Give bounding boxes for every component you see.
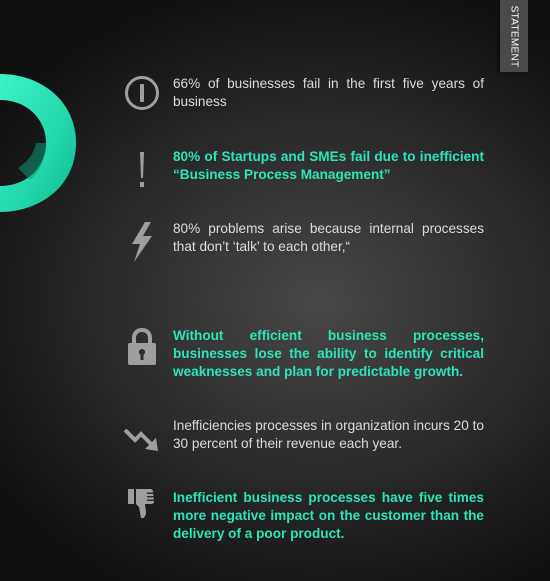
ring-logo-icon [0, 68, 80, 218]
list-item-text: 80% problems arise because internal processes that don’t ‘talk’ to each other,“ [173, 221, 484, 254]
lightning-icon [120, 220, 164, 264]
list-item-text: Without efficient business processes, businesses lose the ability to identify critical weaknesses and plan for predictable growth. [173, 328, 484, 379]
list-item-text: Inefficiencies processes in organization incurs 20 to 30 percent of their revenue each year. [173, 418, 484, 451]
list-item [120, 489, 484, 543]
trend-down-icon [120, 417, 164, 461]
list-item [120, 148, 484, 184]
lock-icon [120, 325, 164, 369]
list-item [120, 417, 484, 453]
exclamation-icon [120, 148, 164, 192]
list-item-text: Inefficient business processes have five times more negative impact on the customer than the delivery of a poor product. [173, 490, 484, 541]
list-item-text: 80% of Startups and SMEs fail due to inefficient “Business Process Management” [173, 149, 484, 182]
list-item [120, 220, 484, 256]
list-item [120, 327, 484, 381]
list-item [120, 75, 484, 111]
statement-tab[interactable] [500, 0, 528, 72]
statement-tab-label: STATEMENT [508, 5, 520, 67]
list-item-text: 66% of businesses fail in the first five years of business [173, 76, 484, 109]
thumbs-down-icon [120, 483, 164, 527]
exclamation-circle-icon [120, 71, 164, 115]
